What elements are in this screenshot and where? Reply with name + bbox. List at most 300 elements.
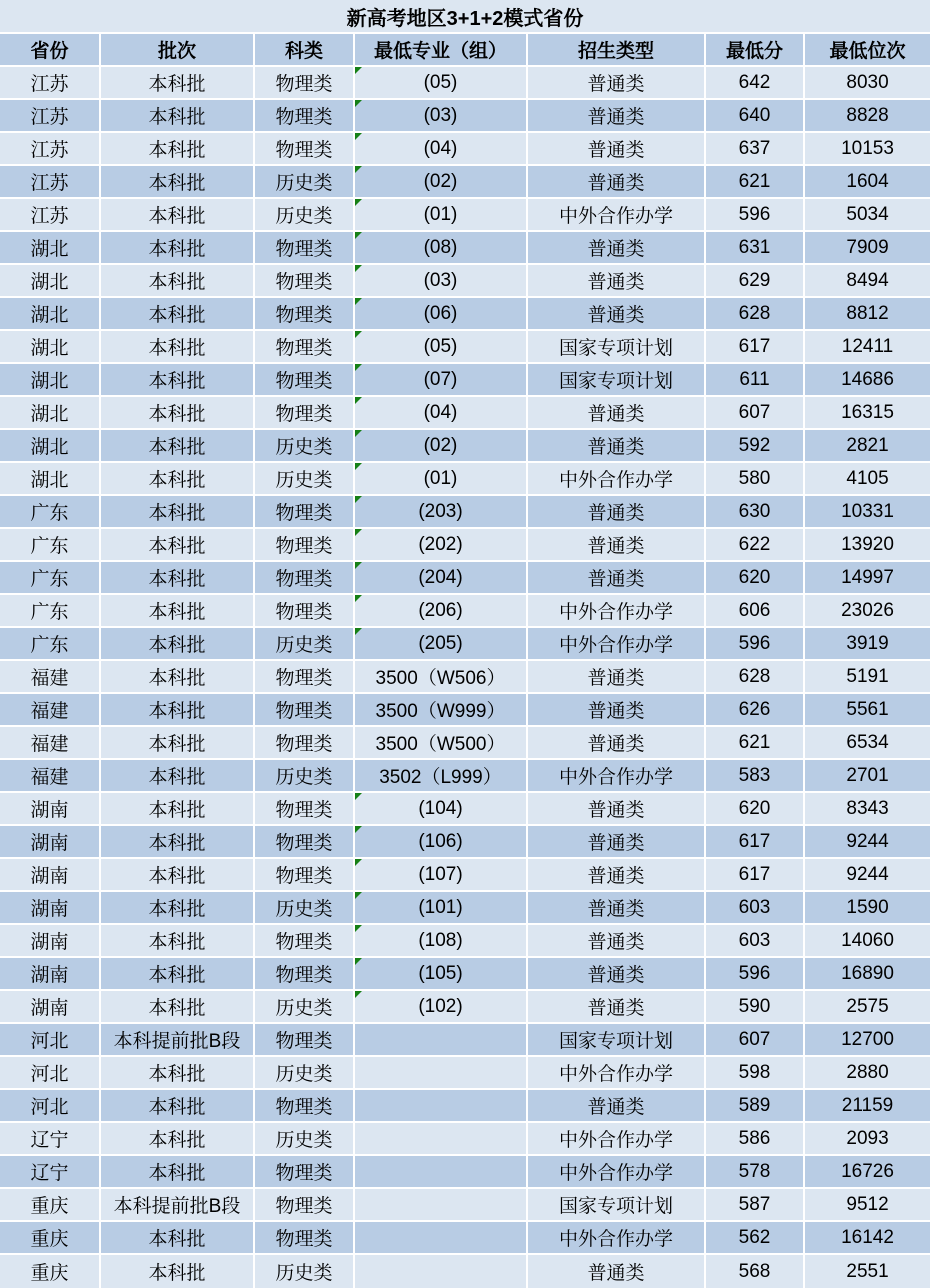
cell-major-group[interactable] <box>355 529 528 562</box>
cell-batch[interactable] <box>101 727 255 760</box>
subject-category-text: 物理类 <box>275 338 333 359</box>
cell-min-rank[interactable] <box>805 958 930 991</box>
cell-subject-category[interactable] <box>255 826 355 859</box>
admission-type-text: 普通类 <box>587 833 645 854</box>
cell-batch[interactable] <box>101 496 255 529</box>
cell-province[interactable] <box>0 1090 101 1123</box>
cell-province[interactable] <box>0 1156 101 1189</box>
cell-province[interactable] <box>0 199 101 232</box>
cell-min-rank[interactable] <box>805 727 930 760</box>
cell-min-score[interactable] <box>706 430 805 463</box>
cell-batch[interactable] <box>101 331 255 364</box>
cell-min-score[interactable] <box>706 1156 805 1189</box>
cell-province[interactable] <box>0 793 101 826</box>
cell-min-score[interactable] <box>706 496 805 529</box>
cell-batch[interactable] <box>101 1057 255 1090</box>
cell-province[interactable] <box>0 331 101 364</box>
cell-province[interactable] <box>0 463 101 496</box>
cell-admission-type[interactable] <box>528 1255 706 1288</box>
cell-major-group[interactable] <box>355 463 528 496</box>
cell-min-rank[interactable] <box>805 463 930 496</box>
cell-admission-type[interactable] <box>528 331 706 364</box>
cell-admission-type[interactable] <box>528 298 706 331</box>
major-group-text: (105) <box>418 962 463 984</box>
admission-type-text: 中外合作办学 <box>558 1064 673 1085</box>
cell-major-group[interactable] <box>355 364 528 397</box>
cell-admission-type[interactable] <box>528 199 706 232</box>
cell-subject-category[interactable] <box>255 727 355 760</box>
admission-type-text: 中外合作办学 <box>558 767 673 788</box>
cell-major-group[interactable] <box>355 232 528 265</box>
subject-category-text: 物理类 <box>275 701 333 722</box>
table-row <box>0 760 930 793</box>
cell-min-score[interactable] <box>706 397 805 430</box>
cell-admission-type[interactable] <box>528 232 706 265</box>
cell-admission-type[interactable] <box>528 661 706 694</box>
cell-batch[interactable] <box>101 925 255 958</box>
cell-batch[interactable] <box>101 364 255 397</box>
cell-major-group[interactable] <box>355 1057 528 1090</box>
cell-subject-category[interactable] <box>255 562 355 595</box>
cell-min-rank[interactable] <box>805 1255 930 1288</box>
cell-admission-type[interactable] <box>528 859 706 892</box>
cell-province[interactable] <box>0 496 101 529</box>
cell-admission-type[interactable] <box>528 694 706 727</box>
batch-text: 本科批 <box>148 470 206 491</box>
cell-province[interactable] <box>0 232 101 265</box>
cell-min-rank[interactable] <box>805 232 930 265</box>
cell-batch[interactable] <box>101 232 255 265</box>
cell-min-score[interactable] <box>706 760 805 793</box>
cell-admission-type[interactable] <box>528 430 706 463</box>
cell-subject-category[interactable] <box>255 397 355 430</box>
cell-subject-category[interactable] <box>255 430 355 463</box>
cell-province[interactable] <box>0 760 101 793</box>
min-score-text: 596 <box>738 203 771 225</box>
cell-min-rank[interactable] <box>805 595 930 628</box>
cell-min-rank[interactable] <box>805 1090 930 1123</box>
cell-min-score[interactable] <box>706 463 805 496</box>
cell-province[interactable] <box>0 166 101 199</box>
cell-major-group[interactable] <box>355 1222 528 1255</box>
cell-province[interactable] <box>0 925 101 958</box>
table-row <box>0 496 930 529</box>
cell-min-rank[interactable] <box>805 364 930 397</box>
cell-subject-category[interactable] <box>255 694 355 727</box>
cell-batch[interactable] <box>101 760 255 793</box>
cell-province[interactable] <box>0 1222 101 1255</box>
admission-type-text: 普通类 <box>587 899 645 920</box>
table-row <box>0 925 930 958</box>
admission-type-text: 普通类 <box>587 173 645 194</box>
major-group-text: (07) <box>423 368 458 390</box>
cell-min-score[interactable] <box>706 562 805 595</box>
cell-min-rank[interactable] <box>805 661 930 694</box>
cell-province[interactable] <box>0 958 101 991</box>
cell-major-group[interactable] <box>355 1255 528 1288</box>
batch-text: 本科提前批B段 <box>113 1031 241 1052</box>
cell-min-score[interactable] <box>706 1123 805 1156</box>
cell-admission-type[interactable] <box>528 265 706 298</box>
cell-batch[interactable] <box>101 463 255 496</box>
cell-min-score[interactable] <box>706 133 805 166</box>
cell-batch[interactable] <box>101 67 255 100</box>
cell-min-score[interactable] <box>706 1057 805 1090</box>
cell-batch[interactable] <box>101 826 255 859</box>
cell-min-rank[interactable] <box>805 892 930 925</box>
min-rank-text: 1604 <box>846 170 889 192</box>
cell-province[interactable] <box>0 67 101 100</box>
cell-major-group[interactable] <box>355 265 528 298</box>
cell-major-group[interactable] <box>355 1156 528 1189</box>
cell-major-group[interactable] <box>355 793 528 826</box>
cell-min-rank[interactable] <box>805 793 930 826</box>
cell-major-group[interactable] <box>355 100 528 133</box>
cell-batch[interactable] <box>101 199 255 232</box>
cell-min-score[interactable] <box>706 67 805 100</box>
cell-min-rank[interactable] <box>805 331 930 364</box>
cell-admission-type[interactable] <box>528 1222 706 1255</box>
cell-admission-type[interactable] <box>528 1057 706 1090</box>
cell-major-group[interactable] <box>355 298 528 331</box>
cell-batch[interactable] <box>101 1255 255 1288</box>
cell-admission-type[interactable] <box>528 1156 706 1189</box>
cell-subject-category[interactable] <box>255 628 355 661</box>
cell-subject-category[interactable] <box>255 1090 355 1123</box>
cell-min-score[interactable] <box>706 529 805 562</box>
cell-admission-type[interactable] <box>528 628 706 661</box>
admission-type-text: 中外合作办学 <box>558 602 673 623</box>
cell-min-rank[interactable] <box>805 397 930 430</box>
cell-min-score[interactable] <box>706 661 805 694</box>
cell-admission-type[interactable] <box>528 595 706 628</box>
cell-admission-type[interactable] <box>528 826 706 859</box>
cell-province[interactable] <box>0 562 101 595</box>
cell-subject-category[interactable] <box>255 1024 355 1057</box>
cell-batch[interactable] <box>101 595 255 628</box>
cell-batch[interactable] <box>101 859 255 892</box>
cell-province[interactable] <box>0 859 101 892</box>
cell-province[interactable] <box>0 1255 101 1288</box>
cell-major-group[interactable] <box>355 199 528 232</box>
cell-min-score[interactable] <box>706 1024 805 1057</box>
cell-subject-category[interactable] <box>255 760 355 793</box>
cell-major-group[interactable] <box>355 958 528 991</box>
cell-min-rank[interactable] <box>805 496 930 529</box>
min-rank-text: 16315 <box>841 401 894 423</box>
admission-type-text: 普通类 <box>587 503 645 524</box>
cell-min-rank[interactable] <box>805 694 930 727</box>
cell-admission-type[interactable] <box>528 166 706 199</box>
cell-subject-category[interactable] <box>255 67 355 100</box>
cell-batch[interactable] <box>101 892 255 925</box>
cell-major-group[interactable] <box>355 661 528 694</box>
batch-text: 本科批 <box>148 965 206 986</box>
cell-subject-category[interactable] <box>255 1222 355 1255</box>
cell-min-rank[interactable] <box>805 166 930 199</box>
cell-min-score[interactable] <box>706 199 805 232</box>
cell-province[interactable] <box>0 892 101 925</box>
cell-subject-category[interactable] <box>255 133 355 166</box>
cell-subject-category[interactable] <box>255 991 355 1024</box>
cell-major-group[interactable] <box>355 1024 528 1057</box>
cell-min-rank[interactable] <box>805 925 930 958</box>
cell-major-group[interactable] <box>355 628 528 661</box>
cell-min-score[interactable] <box>706 991 805 1024</box>
cell-admission-type[interactable] <box>528 892 706 925</box>
cell-admission-type[interactable] <box>528 1123 706 1156</box>
cell-min-rank[interactable] <box>805 100 930 133</box>
cell-subject-category[interactable] <box>255 265 355 298</box>
cell-province[interactable] <box>0 826 101 859</box>
cell-batch[interactable] <box>101 1222 255 1255</box>
cell-major-group[interactable] <box>355 133 528 166</box>
cell-min-rank[interactable] <box>805 133 930 166</box>
cell-major-group[interactable] <box>355 1123 528 1156</box>
cell-batch[interactable] <box>101 298 255 331</box>
cell-subject-category[interactable] <box>255 595 355 628</box>
cell-batch[interactable] <box>101 529 255 562</box>
cell-min-rank[interactable] <box>805 859 930 892</box>
cell-min-score[interactable] <box>706 892 805 925</box>
cell-province[interactable] <box>0 397 101 430</box>
cell-min-rank[interactable] <box>805 562 930 595</box>
cell-min-rank[interactable] <box>805 760 930 793</box>
cell-batch[interactable] <box>101 265 255 298</box>
cell-admission-type[interactable] <box>528 760 706 793</box>
subject-category-text: 物理类 <box>275 734 333 755</box>
cell-province[interactable] <box>0 661 101 694</box>
province-text: 福建 <box>30 701 69 722</box>
cell-min-score[interactable] <box>706 1189 805 1222</box>
cell-subject-category[interactable] <box>255 331 355 364</box>
cell-admission-type[interactable] <box>528 397 706 430</box>
cell-major-group[interactable] <box>355 595 528 628</box>
province-text: 湖北 <box>30 305 69 326</box>
cell-major-group[interactable] <box>355 496 528 529</box>
cell-min-score[interactable] <box>706 1090 805 1123</box>
cell-min-rank[interactable] <box>805 199 930 232</box>
error-indicator-icon <box>355 298 362 305</box>
cell-province[interactable] <box>0 364 101 397</box>
cell-major-group[interactable] <box>355 397 528 430</box>
cell-major-group[interactable] <box>355 331 528 364</box>
min-rank-text: 16726 <box>841 1160 894 1182</box>
cell-major-group[interactable] <box>355 859 528 892</box>
cell-batch[interactable] <box>101 133 255 166</box>
cell-major-group[interactable] <box>355 562 528 595</box>
cell-subject-category[interactable] <box>255 100 355 133</box>
table-row <box>0 298 930 331</box>
min-rank-text: 2575 <box>846 995 889 1017</box>
cell-min-score[interactable] <box>706 628 805 661</box>
cell-batch[interactable] <box>101 100 255 133</box>
cell-batch[interactable] <box>101 661 255 694</box>
cell-province[interactable] <box>0 694 101 727</box>
cell-batch[interactable] <box>101 430 255 463</box>
cell-min-score[interactable] <box>706 232 805 265</box>
cell-min-rank[interactable] <box>805 430 930 463</box>
admission-type-text: 普通类 <box>587 437 645 458</box>
cell-admission-type[interactable] <box>528 958 706 991</box>
admission-type-text: 国家专项计划 <box>558 338 673 359</box>
table-title-row <box>0 0 930 34</box>
cell-min-rank[interactable] <box>805 1024 930 1057</box>
cell-subject-category[interactable] <box>255 1123 355 1156</box>
cell-subject-category[interactable] <box>255 463 355 496</box>
cell-batch[interactable] <box>101 562 255 595</box>
cell-subject-category[interactable] <box>255 298 355 331</box>
cell-min-score[interactable] <box>706 925 805 958</box>
cell-major-group[interactable] <box>355 694 528 727</box>
batch-text: 本科批 <box>148 800 206 821</box>
cell-min-rank[interactable] <box>805 1222 930 1255</box>
cell-major-group[interactable] <box>355 727 528 760</box>
cell-major-group[interactable] <box>355 1090 528 1123</box>
error-indicator-icon <box>355 232 362 239</box>
cell-admission-type[interactable] <box>528 364 706 397</box>
cell-major-group[interactable] <box>355 760 528 793</box>
cell-min-rank[interactable] <box>805 1189 930 1222</box>
cell-batch[interactable] <box>101 1090 255 1123</box>
cell-min-rank[interactable] <box>805 991 930 1024</box>
cell-subject-category[interactable] <box>255 1156 355 1189</box>
cell-admission-type[interactable] <box>528 1189 706 1222</box>
col-header-subject-category: 科类 <box>255 34 355 67</box>
cell-admission-type[interactable] <box>528 67 706 100</box>
cell-province[interactable] <box>0 1024 101 1057</box>
table-row <box>0 1123 930 1156</box>
cell-subject-category[interactable] <box>255 496 355 529</box>
batch-text: 本科批 <box>148 701 206 722</box>
cell-admission-type[interactable] <box>528 991 706 1024</box>
cell-batch[interactable] <box>101 1189 255 1222</box>
major-group-text: (05) <box>423 71 458 93</box>
cell-min-rank[interactable] <box>805 1123 930 1156</box>
cell-province[interactable] <box>0 100 101 133</box>
cell-subject-category[interactable] <box>255 892 355 925</box>
cell-batch[interactable] <box>101 1123 255 1156</box>
cell-subject-category[interactable] <box>255 166 355 199</box>
cell-batch[interactable] <box>101 397 255 430</box>
cell-min-score[interactable] <box>706 265 805 298</box>
cell-subject-category[interactable] <box>255 364 355 397</box>
cell-min-score[interactable] <box>706 1255 805 1288</box>
cell-admission-type[interactable] <box>528 496 706 529</box>
cell-min-rank[interactable] <box>805 628 930 661</box>
cell-min-rank[interactable] <box>805 826 930 859</box>
cell-subject-category[interactable] <box>255 925 355 958</box>
cell-province[interactable] <box>0 133 101 166</box>
cell-batch[interactable] <box>101 1156 255 1189</box>
cell-subject-category[interactable] <box>255 661 355 694</box>
cell-min-score[interactable] <box>706 1222 805 1255</box>
cell-subject-category[interactable] <box>255 1189 355 1222</box>
cell-min-rank[interactable] <box>805 529 930 562</box>
cell-min-rank[interactable] <box>805 265 930 298</box>
cell-min-score[interactable] <box>706 100 805 133</box>
cell-province[interactable] <box>0 1189 101 1222</box>
cell-min-rank[interactable] <box>805 67 930 100</box>
cell-major-group[interactable] <box>355 826 528 859</box>
admissions-table-body <box>0 67 930 1288</box>
subject-category-text: 历史类 <box>275 635 333 656</box>
min-score-text: 630 <box>738 500 771 522</box>
cell-min-rank[interactable] <box>805 1156 930 1189</box>
cell-major-group[interactable] <box>355 925 528 958</box>
cell-min-score[interactable] <box>706 331 805 364</box>
cell-major-group[interactable] <box>355 67 528 100</box>
cell-admission-type[interactable] <box>528 100 706 133</box>
cell-min-score[interactable] <box>706 727 805 760</box>
cell-province[interactable] <box>0 298 101 331</box>
cell-subject-category[interactable] <box>255 1057 355 1090</box>
cell-subject-category[interactable] <box>255 232 355 265</box>
cell-batch[interactable] <box>101 1024 255 1057</box>
cell-major-group[interactable] <box>355 991 528 1024</box>
cell-province[interactable] <box>0 265 101 298</box>
cell-min-score[interactable] <box>706 859 805 892</box>
cell-province[interactable] <box>0 595 101 628</box>
table-row <box>0 397 930 430</box>
cell-batch[interactable] <box>101 958 255 991</box>
cell-min-score[interactable] <box>706 694 805 727</box>
cell-subject-category[interactable] <box>255 958 355 991</box>
cell-batch[interactable] <box>101 793 255 826</box>
cell-subject-category[interactable] <box>255 1255 355 1288</box>
cell-admission-type[interactable] <box>528 562 706 595</box>
cell-min-rank[interactable] <box>805 298 930 331</box>
cell-min-score[interactable] <box>706 166 805 199</box>
cell-min-score[interactable] <box>706 958 805 991</box>
cell-major-group[interactable] <box>355 430 528 463</box>
cell-admission-type[interactable] <box>528 727 706 760</box>
cell-subject-category[interactable] <box>255 199 355 232</box>
cell-min-rank[interactable] <box>805 1057 930 1090</box>
cell-major-group[interactable] <box>355 1189 528 1222</box>
cell-province[interactable] <box>0 991 101 1024</box>
cell-subject-category[interactable] <box>255 859 355 892</box>
cell-min-score[interactable] <box>706 793 805 826</box>
cell-min-score[interactable] <box>706 826 805 859</box>
cell-batch[interactable] <box>101 694 255 727</box>
cell-min-score[interactable] <box>706 298 805 331</box>
cell-admission-type[interactable] <box>528 1090 706 1123</box>
cell-batch[interactable] <box>101 166 255 199</box>
cell-major-group[interactable] <box>355 892 528 925</box>
cell-admission-type[interactable] <box>528 1024 706 1057</box>
cell-subject-category[interactable] <box>255 529 355 562</box>
cell-province[interactable] <box>0 430 101 463</box>
cell-province[interactable] <box>0 1057 101 1090</box>
cell-batch[interactable] <box>101 991 255 1024</box>
cell-admission-type[interactable] <box>528 925 706 958</box>
cell-province[interactable] <box>0 727 101 760</box>
cell-subject-category[interactable] <box>255 793 355 826</box>
cell-batch[interactable] <box>101 628 255 661</box>
cell-admission-type[interactable] <box>528 529 706 562</box>
cell-admission-type[interactable] <box>528 133 706 166</box>
cell-major-group[interactable] <box>355 166 528 199</box>
cell-admission-type[interactable] <box>528 793 706 826</box>
table-row <box>0 562 930 595</box>
cell-province[interactable] <box>0 628 101 661</box>
cell-min-score[interactable] <box>706 595 805 628</box>
cell-admission-type[interactable] <box>528 463 706 496</box>
cell-province[interactable] <box>0 529 101 562</box>
cell-province[interactable] <box>0 1123 101 1156</box>
cell-min-score[interactable] <box>706 364 805 397</box>
